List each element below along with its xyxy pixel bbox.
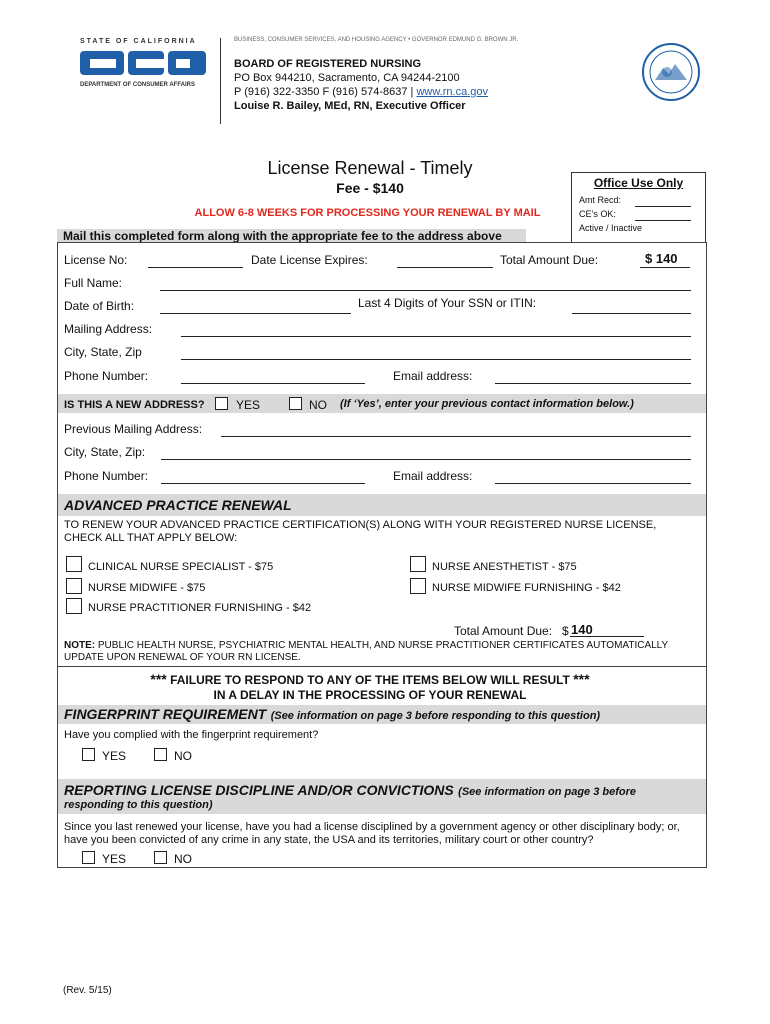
executive-officer: Louise R. Bailey, MEd, RN, Executive Officer xyxy=(234,100,466,112)
advanced-total-line xyxy=(570,636,644,637)
fingerprint-title: FINGERPRINT REQUIREMENT xyxy=(64,706,267,722)
cns-label: CLINICAL NURSE SPECIALIST - $75 xyxy=(88,561,274,573)
prev-mailing-field[interactable] xyxy=(221,436,691,437)
phone-field[interactable] xyxy=(181,383,365,384)
fingerprint-heading xyxy=(64,706,600,724)
mailing-field[interactable] xyxy=(181,336,691,337)
fingerprint-sub: (See information on page 3 before responding to this question) xyxy=(270,710,601,722)
logo-dept-text: DEPARTMENT OF CONSUMER AFFAIRS xyxy=(80,82,195,88)
form-title: License Renewal - Timely xyxy=(267,158,473,178)
total-due-value[interactable]: $ 140 xyxy=(645,251,678,266)
dob-label: Date of Birth: xyxy=(64,299,135,313)
prev-phone-label: Phone Number: xyxy=(64,469,149,483)
discipline-question-1: Since you last renewed your license, have you had a license disciplined by a government agency or other disciplinary body; or, xyxy=(64,821,680,833)
advanced-heading: ADVANCED PRACTICE RENEWAL xyxy=(64,497,292,513)
midwife-furnishing-checkbox[interactable] xyxy=(410,578,426,594)
dca-logo-mark xyxy=(80,49,210,79)
advanced-total-currency: $ xyxy=(562,624,569,638)
ssn-field[interactable] xyxy=(572,313,691,314)
date-expires-field[interactable] xyxy=(397,267,493,268)
advanced-intro-1: TO RENEW YOUR ADVANCED PRACTICE CERTIFICATION(S) ALONG WITH YOUR REGISTERED NURSE LICENSE, xyxy=(64,519,657,531)
board-name: BOARD OF REGISTERED NURSING xyxy=(234,58,422,70)
license-no-field[interactable] xyxy=(148,267,243,268)
advanced-note-1 xyxy=(64,640,668,651)
midwife-checkbox[interactable] xyxy=(66,578,82,594)
fingerprint-question: Have you complied with the fingerprint requirement? xyxy=(64,729,319,741)
email-field[interactable] xyxy=(495,383,691,384)
phone-label: Phone Number: xyxy=(64,369,149,383)
agency-line: BUSINESS, CONSUMER SERVICES, AND HOUSING AGENCY • GOVERNOR EDMUND G. BROWN JR. xyxy=(234,37,519,43)
dca-logo xyxy=(80,38,210,98)
email-label: Email address: xyxy=(393,369,473,383)
fingerprint-no-checkbox[interactable] xyxy=(154,748,167,761)
full-name-field[interactable] xyxy=(160,290,691,291)
revision-label: (Rev. 5/15) xyxy=(63,985,112,996)
failure-line-2: IN A DELAY IN THE PROCESSING OF YOUR RENEWAL xyxy=(213,688,527,702)
license-no-label: License No: xyxy=(64,253,128,267)
discipline-title: REPORTING LICENSE DISCIPLINE AND/OR CONVICTIONS xyxy=(64,782,454,798)
fingerprint-no-label: NO xyxy=(174,749,192,763)
processing-notice: ALLOW 6-8 WEEKS FOR PROCESSING YOUR RENEWAL BY MAIL xyxy=(194,207,541,219)
office-use-box xyxy=(571,172,706,242)
california-seal xyxy=(641,42,701,102)
advanced-total-value[interactable]: 140 xyxy=(571,622,593,637)
discipline-yes-checkbox[interactable] xyxy=(82,851,95,864)
cns-checkbox[interactable] xyxy=(66,556,82,572)
amt-recd-label: Amt Recd: xyxy=(579,195,622,205)
city-label: City, State, Zip xyxy=(64,345,142,359)
dob-field[interactable] xyxy=(160,313,351,314)
discipline-no-checkbox[interactable] xyxy=(154,851,167,864)
failure-text-1: FAILURE TO RESPOND TO ANY OF THE ITEMS BELOW WILL RESULT xyxy=(170,673,570,687)
form-fee: Fee - $140 xyxy=(336,180,404,196)
new-address-note: (If ‘Yes’, enter your previous contact information below.) xyxy=(340,398,634,410)
new-address-yes-checkbox[interactable] xyxy=(215,397,228,410)
discipline-no-label: NO xyxy=(174,852,192,866)
mail-instruction: Mail this completed form along with the appropriate fee to the address above xyxy=(63,229,502,243)
discipline-heading xyxy=(64,782,636,800)
website-link[interactable]: www.rn.ca.gov xyxy=(416,86,488,98)
anesthetist-label: NURSE ANESTHETIST - $75 xyxy=(432,561,577,573)
city-field[interactable] xyxy=(181,359,691,360)
discipline-yes-label: YES xyxy=(102,852,127,866)
phone-text: P (916) 322-3350 F (916) 574-8637 | xyxy=(234,86,414,98)
prev-mailing-label: Previous Mailing Address: xyxy=(64,422,203,436)
full-name-label: Full Name: xyxy=(64,276,123,290)
np-furnishing-checkbox[interactable] xyxy=(66,598,82,614)
active-inactive-label: Active / Inactive xyxy=(579,223,643,233)
prev-email-field[interactable] xyxy=(495,483,691,484)
failure-line-1 xyxy=(0,671,740,687)
np-furnishing-label: NURSE PRACTITIONER FURNISHING - $42 xyxy=(88,602,312,614)
advanced-total-label: Total Amount Due: xyxy=(454,624,553,638)
prev-city-label: City, State, Zip: xyxy=(64,445,146,459)
anesthetist-checkbox[interactable] xyxy=(410,556,426,572)
failure-stars-right: *** xyxy=(573,671,590,687)
discipline-sub-2: responding to this question) xyxy=(64,799,213,811)
note-text-1: PUBLIC HEALTH NURSE, PSYCHIATRIC MENTAL HEALTH, AND NURSE PRACTITIONER CERTIFICATES AUTOMATICALLY xyxy=(97,640,669,651)
failure-stars-left: *** xyxy=(150,671,167,687)
mailing-label: Mailing Address: xyxy=(64,322,153,336)
new-address-question: IS THIS A NEW ADDRESS? xyxy=(64,399,205,411)
discipline-sub-1: (See information on page 3 before xyxy=(458,786,637,798)
midwife-furnishing-label: NURSE MIDWIFE FURNISHING - $42 xyxy=(432,582,621,594)
total-due-line xyxy=(640,267,690,268)
letterhead-divider xyxy=(220,38,221,124)
office-use-title: Office Use Only xyxy=(593,176,684,190)
board-address: PO Box 944210, Sacramento, CA 94244-2100 xyxy=(234,72,460,84)
ces-ok-line xyxy=(635,220,691,221)
prev-email-label: Email address: xyxy=(393,469,473,483)
note-label: NOTE: xyxy=(64,640,96,651)
advanced-intro-2: CHECK ALL THAT APPLY BELOW: xyxy=(64,532,238,544)
divider-failure-top xyxy=(57,666,707,667)
date-expires-label: Date License Expires: xyxy=(251,253,368,267)
fingerprint-yes-label: YES xyxy=(102,749,127,763)
prev-city-field[interactable] xyxy=(161,459,691,460)
discipline-question-2: have you been convicted of any crime in any state, the USA and its territories, military court or other country? xyxy=(64,834,594,846)
logo-state-text: STATE OF CALIFORNIA xyxy=(80,38,197,45)
prev-phone-field[interactable] xyxy=(161,483,365,484)
advanced-note-2: UPDATE UPON RENEWAL OF YOUR RN LICENSE. xyxy=(64,652,301,663)
ssn-label: Last 4 Digits of Your SSN or ITIN: xyxy=(358,296,537,310)
midwife-label: NURSE MIDWIFE - $75 xyxy=(88,582,206,594)
total-due-label: Total Amount Due: xyxy=(500,253,599,267)
new-address-yes-label: YES xyxy=(236,398,261,412)
board-phone xyxy=(234,86,488,98)
new-address-no-checkbox[interactable] xyxy=(289,397,302,410)
new-address-no-label: NO xyxy=(309,398,327,412)
fingerprint-yes-checkbox[interactable] xyxy=(82,748,95,761)
amt-recd-line xyxy=(635,206,691,207)
ces-ok-label: CE’s OK: xyxy=(579,209,616,219)
